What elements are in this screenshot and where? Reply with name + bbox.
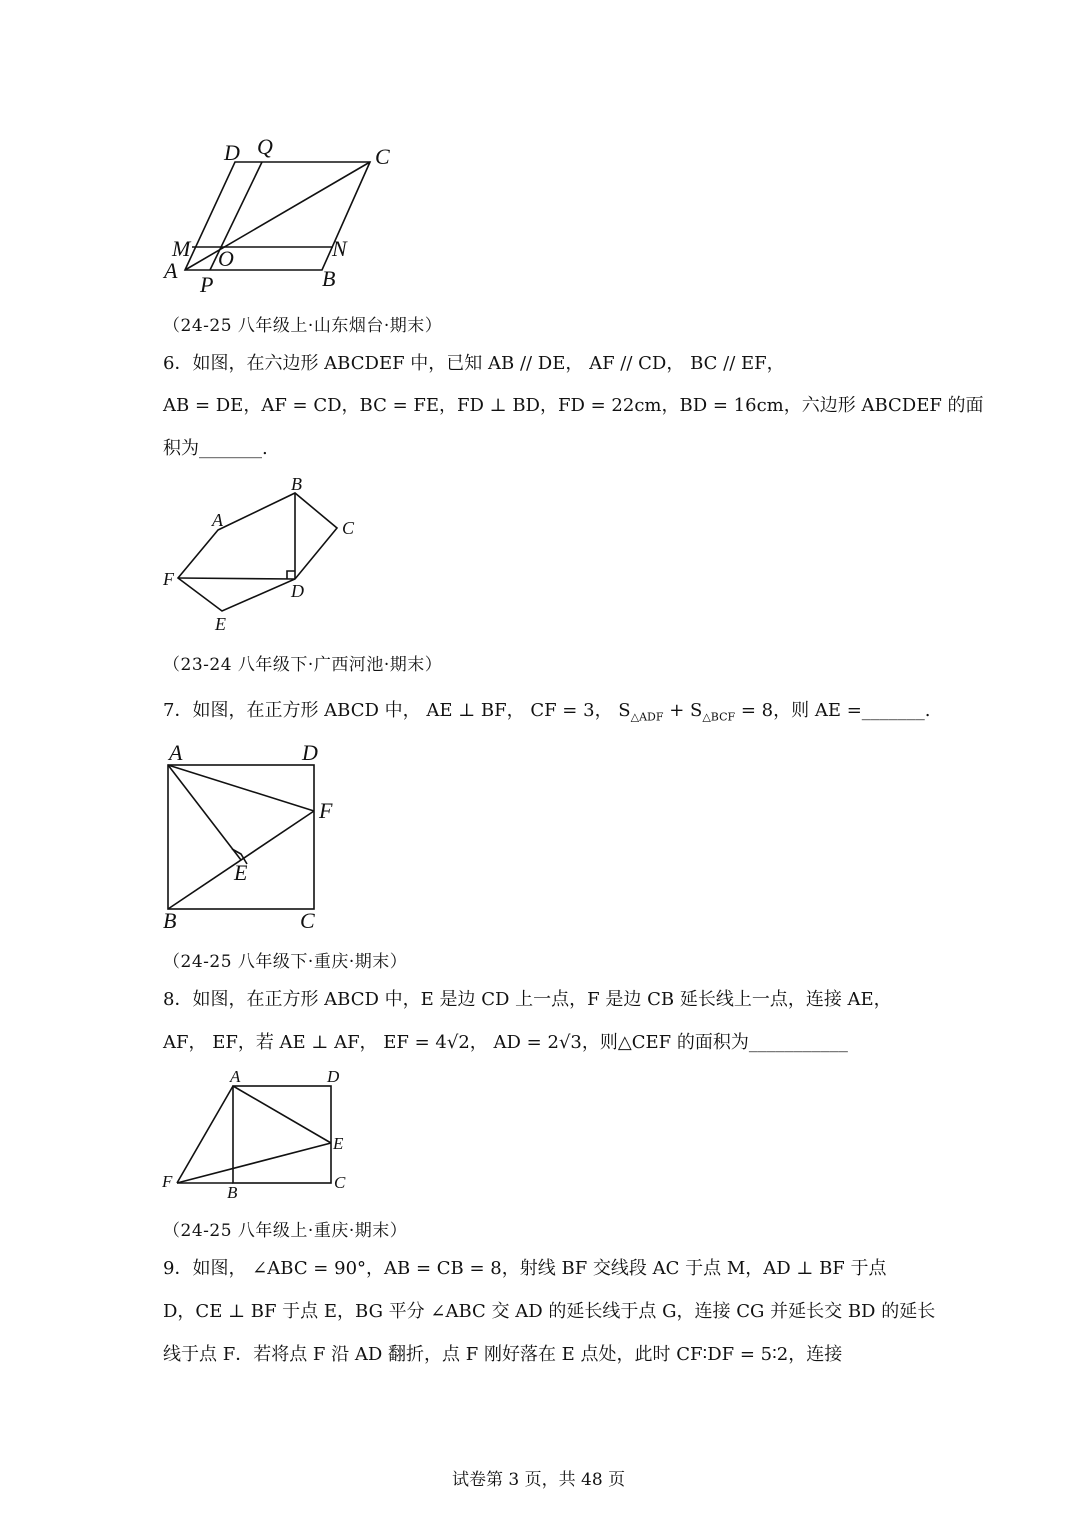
q7-source: （24-25 八年级下·重庆·期末） [163,952,408,972]
figure-q7-square [155,738,355,938]
label-D: D [224,140,240,165]
label-B: B [227,1183,238,1202]
label-B: B [291,474,302,494]
label-D: D [291,581,304,601]
label-P: P [200,272,214,297]
q6-line3: 积为_______. [163,438,268,459]
q8-source: （24-25 八年级上·重庆·期末） [163,1221,408,1241]
label-B: B [163,908,177,933]
page-footer: 试卷第 3 页，共 48 页 [452,1470,626,1490]
segment-AE [168,765,241,860]
label-E: E [333,1134,344,1153]
label-O: O [218,246,234,271]
q7-sub-adf: △ADF [630,710,664,724]
q7-sub-bcf: △BCF [702,710,736,724]
label-C: C [342,518,355,538]
label-F: F [163,569,174,589]
label-E: E [234,860,248,885]
segment-AE [233,1086,331,1143]
label-C: C [375,144,390,169]
figure-q6-hexagon [150,470,380,640]
label-D: D [302,740,318,765]
q6-source: （23-24 八年级下·广西河池·期末） [163,655,443,675]
right-angle-mark [287,571,295,579]
segment-FE [177,1143,331,1183]
label-D: D [327,1067,340,1086]
label-F: F [162,1172,173,1191]
label-C: C [334,1173,346,1192]
figure-q5-parallelogram [150,130,410,300]
q9-line3: 线于点 F．若将点 F 沿 AD 翻折，点 F 刚好落在 E 点处，此时 CF∶DF = 5∶2，连接 [163,1344,843,1365]
q9-line2: D，CE ⊥ BF 于点 E，BG 平分 ∠ABC 交 AD 的延长线于点 G，连接 CG 并延长交 BD 的延长 [163,1301,936,1322]
label-A: A [169,740,183,765]
segment-AF [168,765,314,811]
figure-q8-square [155,1062,365,1212]
square-ABCD [168,765,314,909]
label-A: A [164,258,178,283]
segment-FD [178,578,295,579]
label-F: F [319,798,333,823]
q7-text-end: = 8，则 AE =_______. [735,700,931,721]
label-C: C [300,908,315,933]
q7-text-start: 7．如图，在正方形 ABCD 中， AE ⊥ BF， CF = 3， S [163,700,631,721]
q7-line1 [163,699,931,730]
label-Q: Q [257,134,273,159]
q6-line2: AB = DE，AF = CD，BC = FE，FD ⊥ BD，FD = 22cm，BD = 16cm，六边形 ABCDEF 的面 [163,395,984,416]
label-M: M [172,236,191,261]
hexagon-ABCDEF [178,493,337,611]
label-E: E [215,614,226,634]
q8-line2: AF， EF，若 AE ⊥ AF， EF = 4√2， AD = 2√3，则△CEF 的面积为___________ [163,1032,848,1053]
segment-AF [177,1086,233,1183]
q6-line1: 6．如图，在六边形 ABCDEF 中，已知 AB // DE， AF // CD， BC // EF， [163,353,785,374]
q8-line1: 8．如图，在正方形 ABCD 中，E 是边 CD 上一点，F 是边 CB 延长线上一点，连接 AE， [163,989,892,1010]
label-A: A [212,510,223,530]
q7-plus: + S [663,700,703,721]
q5-source: （24-25 八年级上·山东烟台·期末） [163,316,443,336]
label-N: N [332,236,347,261]
label-B: B [322,266,336,291]
q9-line1: 9．如图， ∠ABC = 90°，AB = CB = 8，射线 BF 交线段 AC 于点 M，AD ⊥ BF 于点 [163,1258,887,1279]
label-A: A [230,1067,241,1086]
